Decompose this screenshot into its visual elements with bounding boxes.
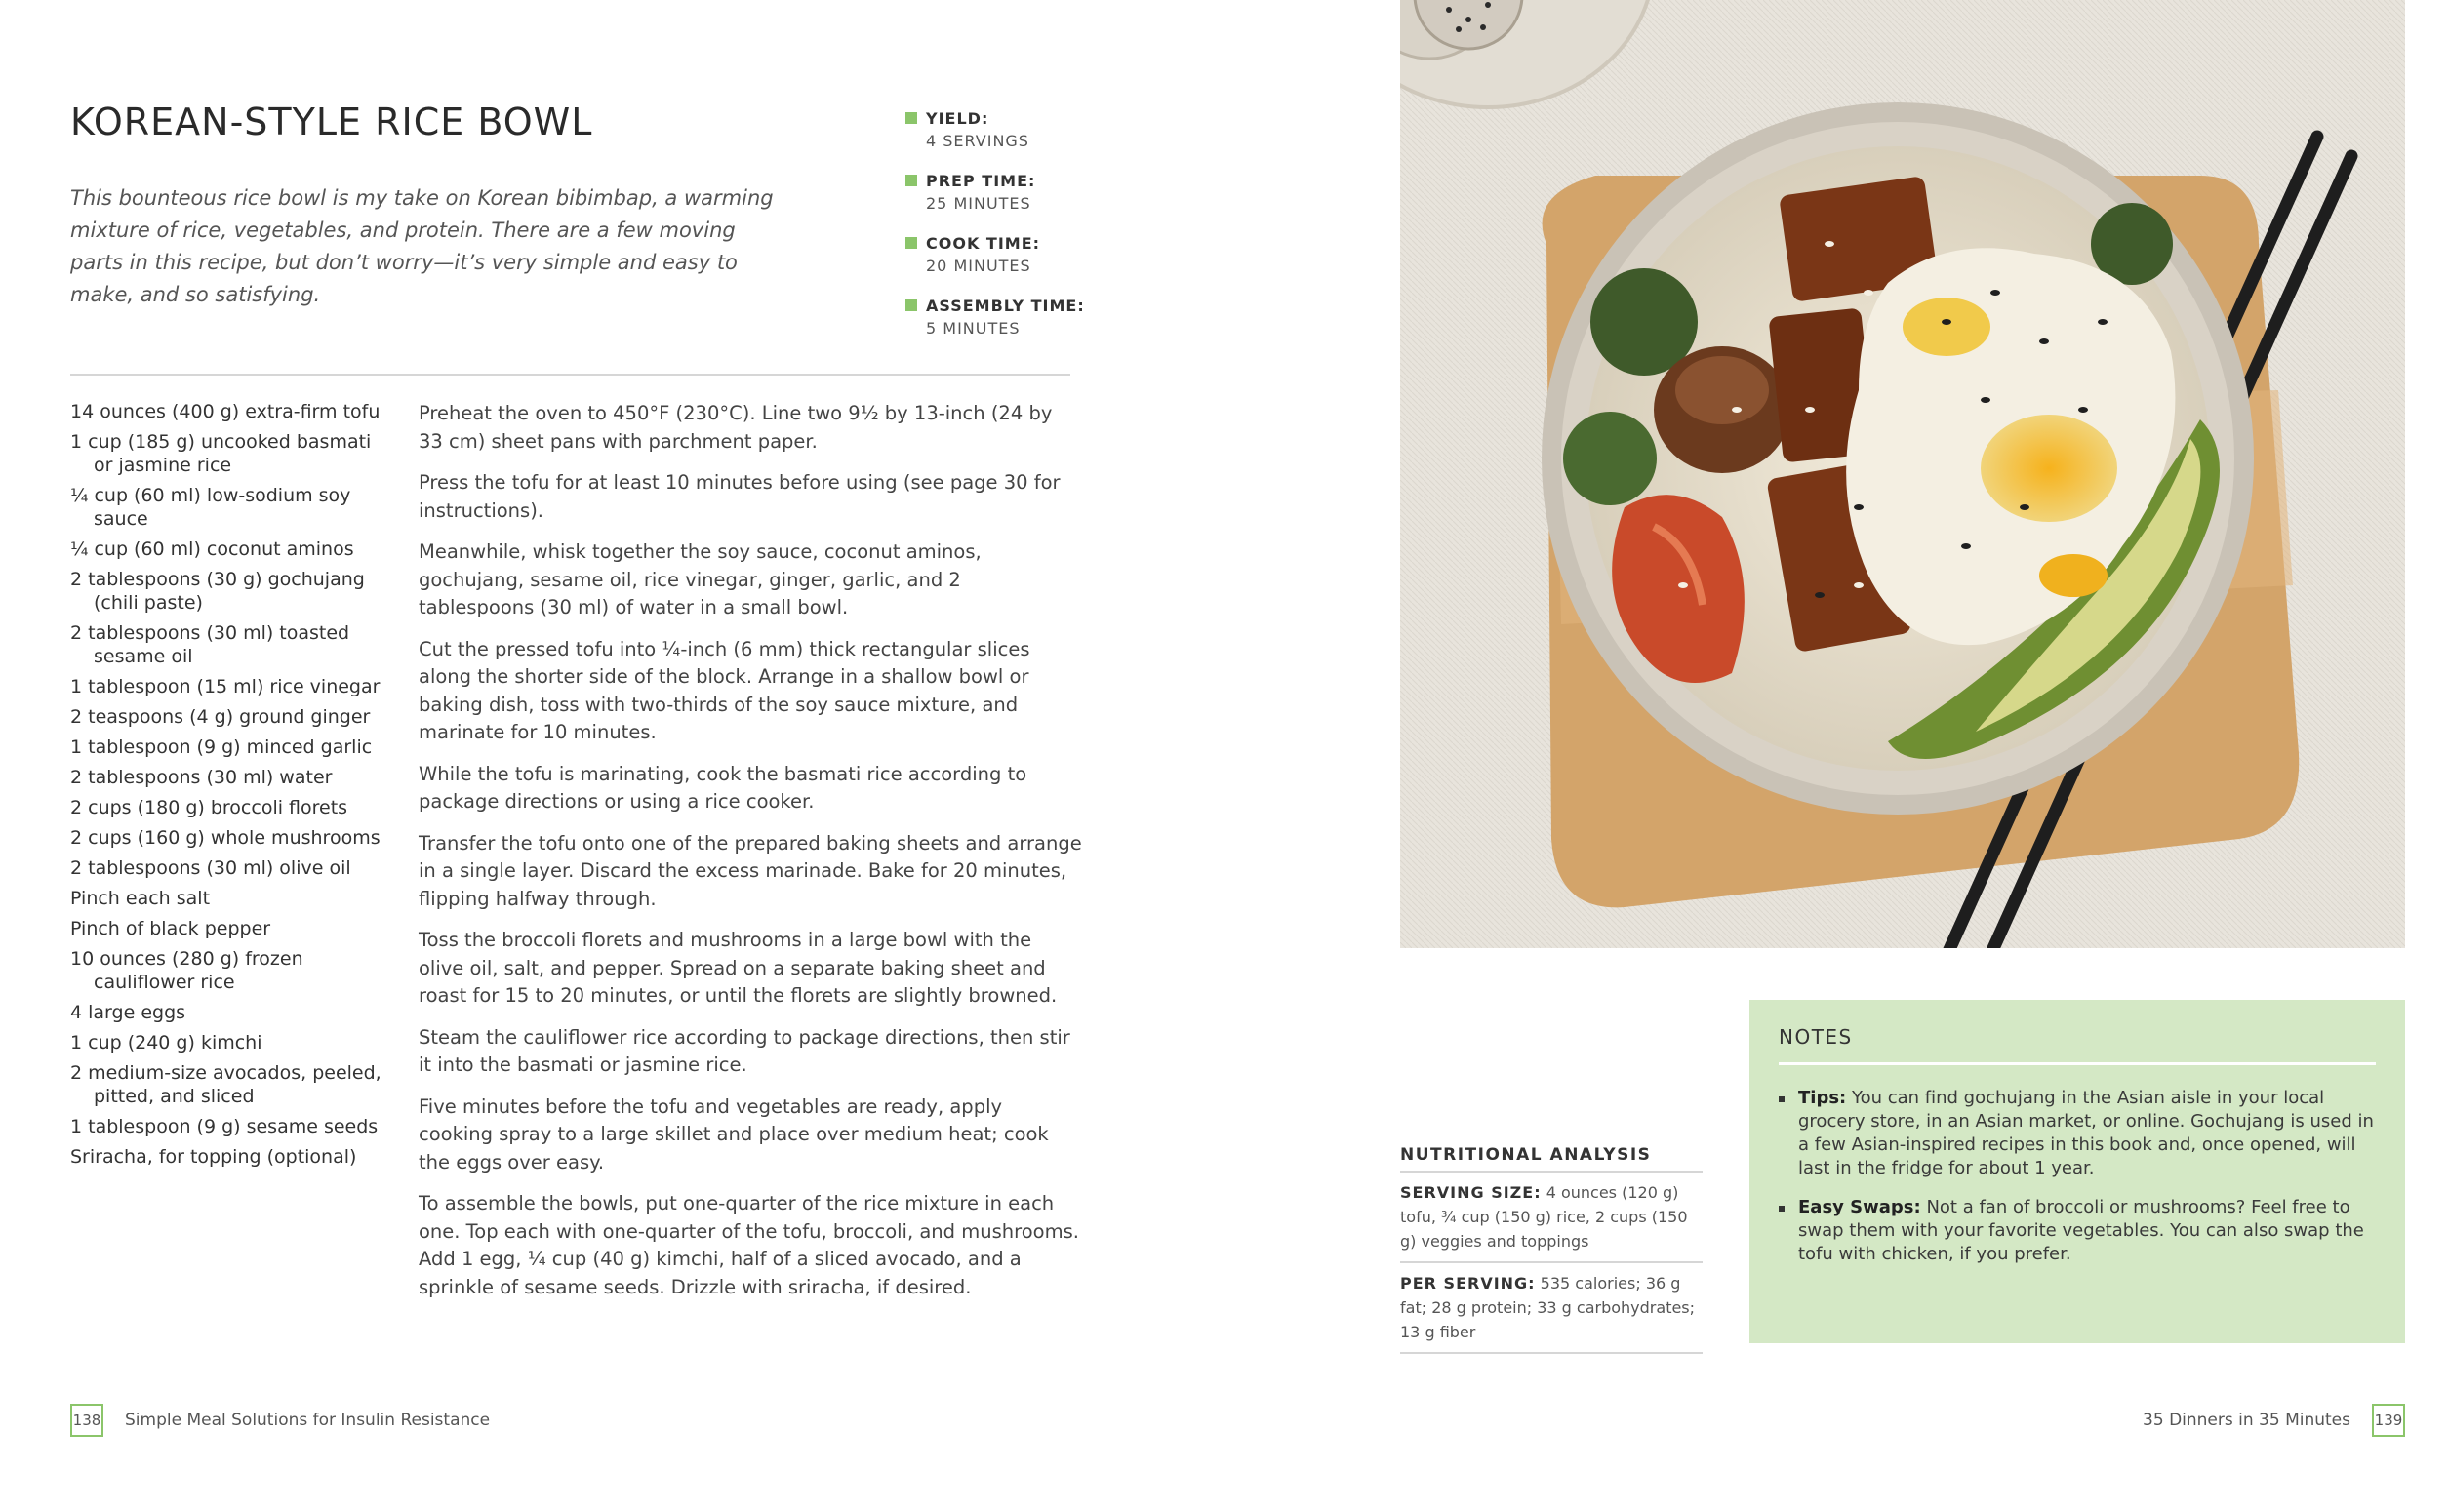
meta-assembly-time bbox=[905, 295, 1198, 339]
note-label: Tips: bbox=[1798, 1088, 1847, 1108]
serving-size bbox=[1400, 1180, 1703, 1263]
ingredient-item: ¼ cup (60 ml) coconut aminos bbox=[70, 538, 354, 560]
serving-size-label: SERVING SIZE: bbox=[1400, 1183, 1542, 1202]
directions bbox=[419, 400, 1082, 1315]
direction-step: Meanwhile, whisk together the soy sauce, coconut aminos, gochujang, sesame oil, rice vinegar, ginger, garlic, and 2 tablespoons (30 ml) of water in a small bowl. bbox=[419, 540, 982, 618]
ingredient-item: 10 ounces (280 g) frozen cauliflower rice bbox=[70, 948, 303, 993]
square-bullet-icon bbox=[905, 112, 917, 124]
ingredient-item: 2 tablespoons (30 ml) water bbox=[70, 767, 333, 788]
per-serving-value: 535 calories; 36 g fat; 28 g protein; 33 g carbohydrates; 13 g fiber bbox=[1400, 1274, 1696, 1341]
chapter-title-footer: 35 Dinners in 35 Minutes bbox=[2143, 1411, 2350, 1430]
meta-value: 5 MINUTES bbox=[926, 319, 1021, 338]
direction-step: To assemble the bowls, put one-quarter of the rice mixture in each one. Top each with one-quarter of the tofu, broccoli, and mushrooms. Add 1 egg, ¼ cup (40 g) kimchi, half of a sliced avocado, and a sprinkle of sesame seeds. Drizzle with sriracha, if desired. bbox=[419, 1192, 1079, 1298]
square-bullet-icon bbox=[905, 237, 917, 249]
direction-step: Transfer the tofu onto one of the prepared baking sheets and arrange in a single layer. Discard the excess marinade. Bake for 20 minutes, flipping halfway through. bbox=[419, 831, 1082, 910]
direction-step: Toss the broccoli florets and mushrooms in a large bowl with the olive oil, salt, and pepper. Spread on a separate baking sheet and roast for 15 to 20 minutes, or until the florets are slightly browned. bbox=[419, 929, 1058, 1007]
serving-size-value: 4 ounces (120 g) tofu, ¾ cup (150 g) rice, 2 cups (150 g) veggies and toppings bbox=[1400, 1183, 1688, 1251]
meta-label: YIELD: bbox=[926, 109, 989, 128]
rice-bowl-illustration bbox=[1400, 0, 2405, 948]
divider bbox=[70, 374, 1070, 376]
ingredient-item: 1 cup (240 g) kimchi bbox=[70, 1032, 262, 1054]
meta-cook-time bbox=[905, 232, 1198, 277]
ingredient-item: 2 medium-size avocados, peeled, pitted, and sliced bbox=[70, 1062, 381, 1107]
ingredient-item: Pinch each salt bbox=[70, 888, 211, 909]
direction-step: Press the tofu for at least 10 minutes before using (see page 30 for instructions). bbox=[419, 471, 1061, 522]
book-title-footer: Simple Meal Solutions for Insulin Resistance bbox=[125, 1411, 491, 1430]
page-number: 139 bbox=[2372, 1404, 2405, 1437]
ingredient-item: 2 cups (180 g) broccoli florets bbox=[70, 797, 348, 818]
meta-label: COOK TIME: bbox=[926, 234, 1041, 253]
note-text: Not a fan of broccoli or mushrooms? Feel free to swap them with your favorite vegetables. You can also swap the tofu with chicken, if you prefer. bbox=[1798, 1197, 2364, 1264]
meta-label: PREP TIME: bbox=[926, 172, 1036, 190]
notes-title: NOTES bbox=[1779, 1025, 2376, 1065]
per-serving-label: PER SERVING: bbox=[1400, 1274, 1536, 1293]
note-item bbox=[1779, 1196, 2376, 1266]
ingredient-item: 1 tablespoon (9 g) minced garlic bbox=[70, 736, 373, 758]
nutrition-title: NUTRITIONAL ANALYSIS bbox=[1400, 1145, 1703, 1173]
direction-step: Cut the pressed tofu into ¼-inch (6 mm) thick rectangular slices along the shorter side of the block. Arrange in a shallow bowl or baking dish, toss with two-thirds of the soy sauce mixture, and marinate for 10 minutes. bbox=[419, 637, 1030, 743]
note-item bbox=[1779, 1087, 2376, 1180]
footer-left bbox=[70, 1403, 511, 1438]
direction-step: Steam the cauliflower rice according to package directions, then stir it into the basmati or jasmine rice. bbox=[419, 1025, 1070, 1076]
ingredient-item: 1 tablespoon (15 ml) rice vinegar bbox=[70, 676, 381, 697]
page-number: 138 bbox=[70, 1404, 103, 1437]
meta-yield bbox=[905, 107, 1198, 152]
direction-step: Five minutes before the tofu and vegetables are ready, apply cooking spray to a large skillet and place over medium heat; cook the eggs over easy. bbox=[419, 1094, 1049, 1174]
direction-step: While the tofu is marinating, cook the basmati rice according to package directions or using a rice cooker. bbox=[419, 762, 1027, 813]
meta-value: 20 MINUTES bbox=[926, 257, 1031, 275]
recipe-intro: This bounteous rice bowl is my take on Korean bibimbap, a warming mixture of rice, vegetables, and protein. There are a few moving parts in this recipe, but don’t worry—it’s very simple and easy to make, and so satisfying. bbox=[70, 186, 774, 306]
nutritional-analysis bbox=[1400, 1145, 1703, 1362]
meta-prep-time bbox=[905, 170, 1198, 215]
square-bullet-icon bbox=[905, 299, 917, 311]
recipe-meta bbox=[905, 107, 1198, 357]
left-page bbox=[0, 0, 1224, 1512]
meta-label: ASSEMBLY TIME: bbox=[926, 297, 1085, 315]
ingredient-item: 2 teaspoons (4 g) ground ginger bbox=[70, 706, 371, 728]
notes-list bbox=[1779, 1087, 2376, 1266]
ingredient-item: 2 tablespoons (30 g) gochujang (chili paste) bbox=[70, 569, 365, 614]
ingredient-item: 1 cup (185 g) uncooked basmati or jasmine rice bbox=[70, 431, 372, 476]
ingredient-item: 2 cups (160 g) whole mushrooms bbox=[70, 827, 381, 849]
ingredient-list bbox=[70, 400, 392, 1175]
footer-right bbox=[2121, 1403, 2405, 1438]
meta-value: 4 SERVINGS bbox=[926, 132, 1029, 150]
note-label: Easy Swaps: bbox=[1798, 1197, 1921, 1217]
ingredient-item: Sriracha, for topping (optional) bbox=[70, 1146, 357, 1168]
ingredient-item: 2 tablespoons (30 ml) toasted sesame oil bbox=[70, 622, 350, 667]
ingredient-item: 4 large eggs bbox=[70, 1002, 186, 1023]
notes-box bbox=[1749, 1000, 2405, 1343]
ingredient-item: 1 tablespoon (9 g) sesame seeds bbox=[70, 1116, 379, 1137]
right-page bbox=[1224, 0, 2449, 1512]
recipe-title: KOREAN-STYLE RICE BOWL bbox=[70, 100, 593, 143]
meta-value: 25 MINUTES bbox=[926, 194, 1031, 213]
note-text: You can find gochujang in the Asian aisle in your local grocery store, in an Asian market, or online. Gochujang is used in a few Asian-inspired recipes in this book and, once opened, will last in the fridge for about 1 year. bbox=[1798, 1088, 2374, 1178]
rice-bowl-photo bbox=[1400, 0, 2405, 948]
direction-step: Preheat the oven to 450°F (230°C). Line two 9½ by 13-inch (24 by 33 cm) sheet pans with parchment paper. bbox=[419, 402, 1053, 453]
square-bullet-icon bbox=[905, 175, 917, 186]
ingredient-item: Pinch of black pepper bbox=[70, 918, 271, 939]
ingredient-item: 2 tablespoons (30 ml) olive oil bbox=[70, 857, 351, 879]
ingredient-item: 14 ounces (400 g) extra-firm tofu bbox=[70, 401, 381, 422]
ingredient-item: ¼ cup (60 ml) low-sodium soy sauce bbox=[70, 485, 351, 530]
per-serving bbox=[1400, 1271, 1703, 1354]
